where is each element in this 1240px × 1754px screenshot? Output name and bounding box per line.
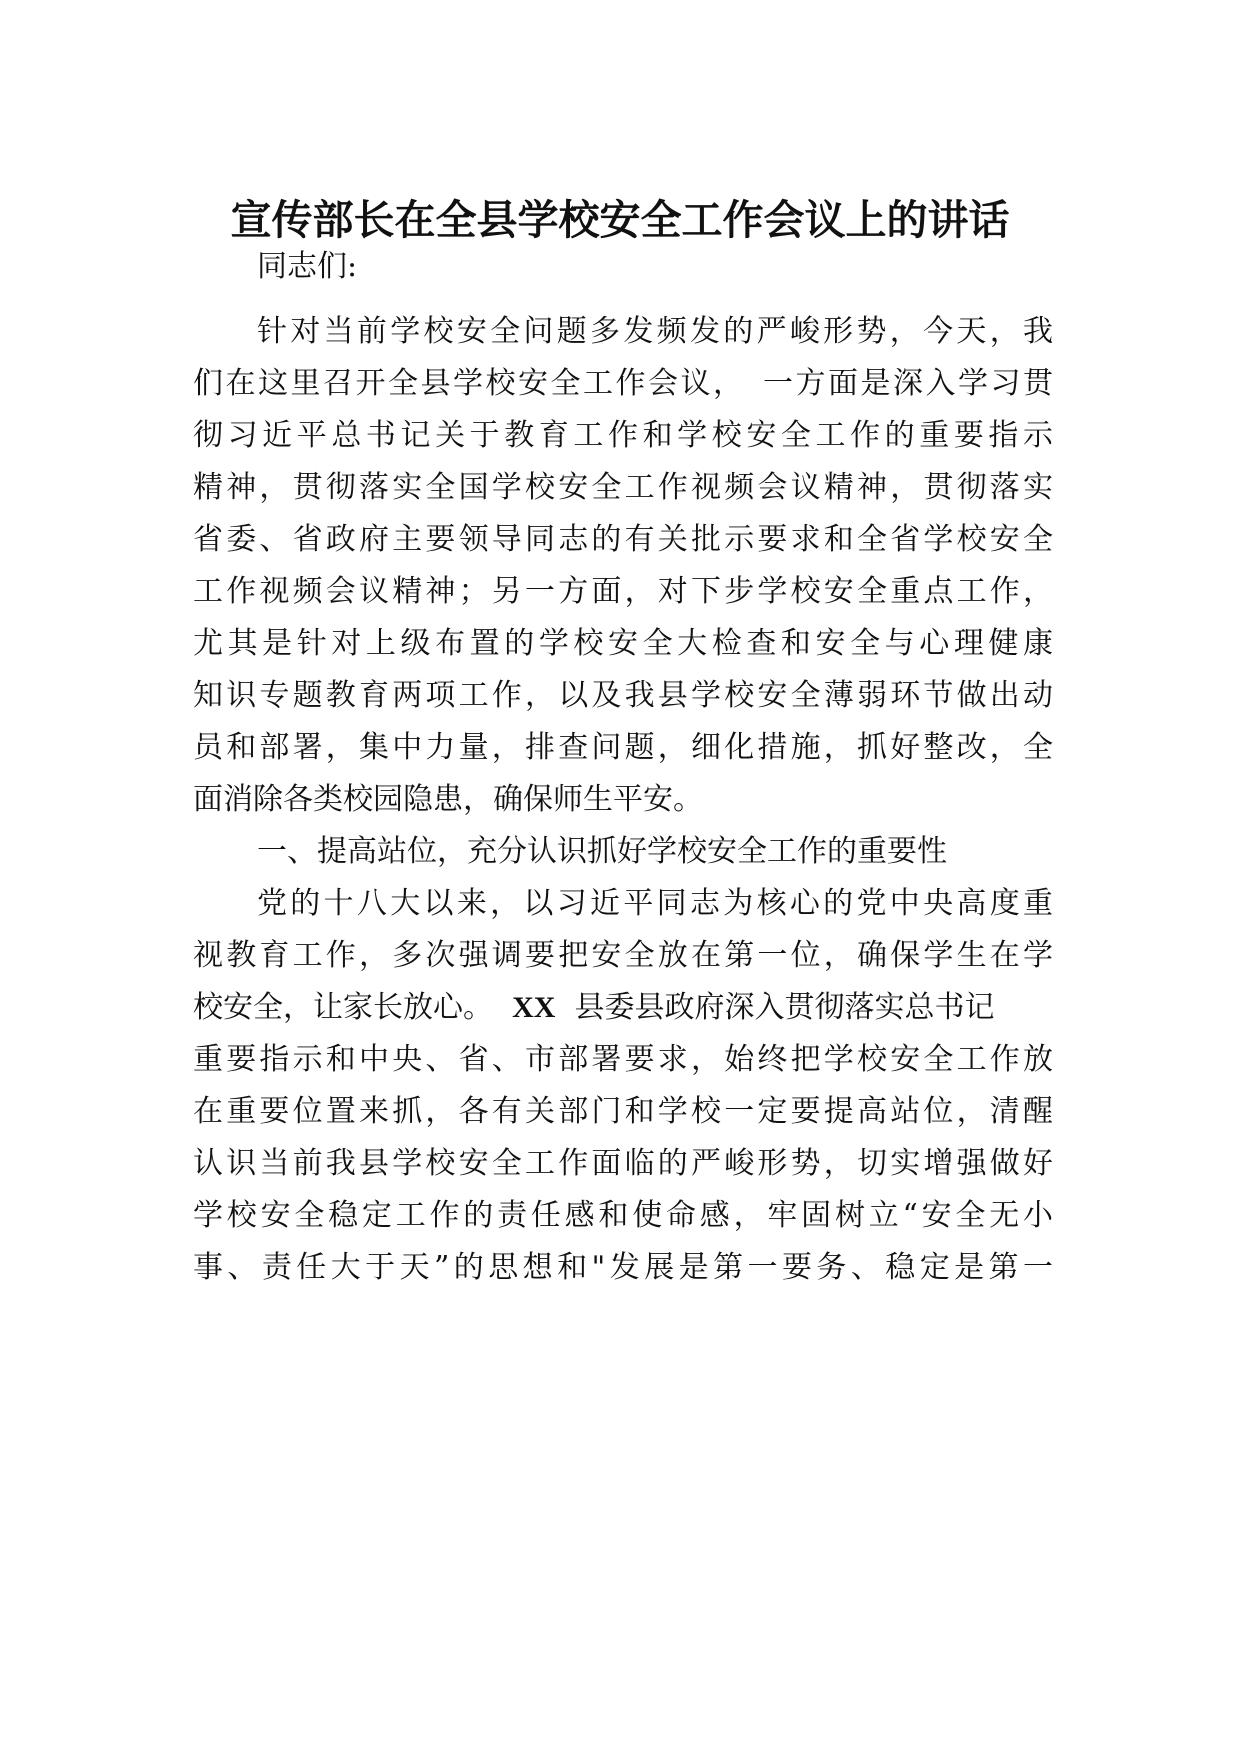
paragraph-line: 彻习近平总书记关于教育工作和学校安全工作的重要指示 <box>193 418 1053 453</box>
paragraph-line: 在重要位置来抓，各有关部门和学校一定要提高站位，清醒 <box>193 1094 1053 1129</box>
county-placeholder: XX <box>512 991 556 1024</box>
paragraph-line: 工作视频会议精神；另一方面，对下步学校安全重点工作， <box>193 574 1053 609</box>
text-segment: 县委县政府深入贯彻落实总书记 <box>574 990 995 1025</box>
paragraph-line: 知识专题教育两项工作，以及我县学校安全薄弱环节做出动 <box>193 678 1053 713</box>
paragraph-line: 们在这里召开全县学校安全工作会议， 一方面是深入学习贯 <box>193 366 1053 401</box>
paragraph-line: 针对当前学校安全问题多发频发的严峻形势，今天，我 <box>257 314 1053 349</box>
document-title: 宣传部长在全县学校安全工作会议上的讲话 <box>230 196 1010 244</box>
salutation: 同志们: <box>257 249 358 284</box>
paragraph-line: 党的十八大以来，以习近平同志为核心的党中央高度重 <box>257 886 1053 921</box>
text-segment: 校安全，让家长放心。 <box>193 990 493 1025</box>
paragraph-line-mixed <box>193 983 1053 1033</box>
paragraph-line: 事、责任大于天”的思想和"发展是第一要务、稳定是第一 <box>193 1250 1053 1285</box>
paragraph-line: 视教育工作，多次强调要把安全放在第一位，确保学生在学 <box>193 938 1053 973</box>
paragraph-line: 精神，贯彻落实全国学校安全工作视频会议精神，贯彻落实 <box>193 470 1053 505</box>
paragraph-line: 学校安全稳定工作的责任感和使命感，牢固树立“安全无小 <box>193 1198 1053 1233</box>
section-heading: 一、提高站位，充分认识抓好学校安全工作的重要性 <box>257 834 947 869</box>
paragraph-line: 重要指示和中央、省、市部署要求，始终把学校安全工作放 <box>193 1042 1053 1077</box>
paragraph-line: 认识当前我县学校安全工作面临的严峻形势，切实增强做好 <box>193 1146 1053 1181</box>
paragraph-line: 尤其是针对上级布置的学校安全大检查和安全与心理健康 <box>193 626 1053 661</box>
paragraph-line: 省委、省政府主要领导同志的有关批示要求和全省学校安全 <box>193 522 1053 557</box>
paragraph-line: 员和部署，集中力量，排查问题，细化措施，抓好整改，全 <box>193 730 1053 765</box>
paragraph-line: 面消除各类校园隐患，确保师生平安。 <box>193 782 703 817</box>
